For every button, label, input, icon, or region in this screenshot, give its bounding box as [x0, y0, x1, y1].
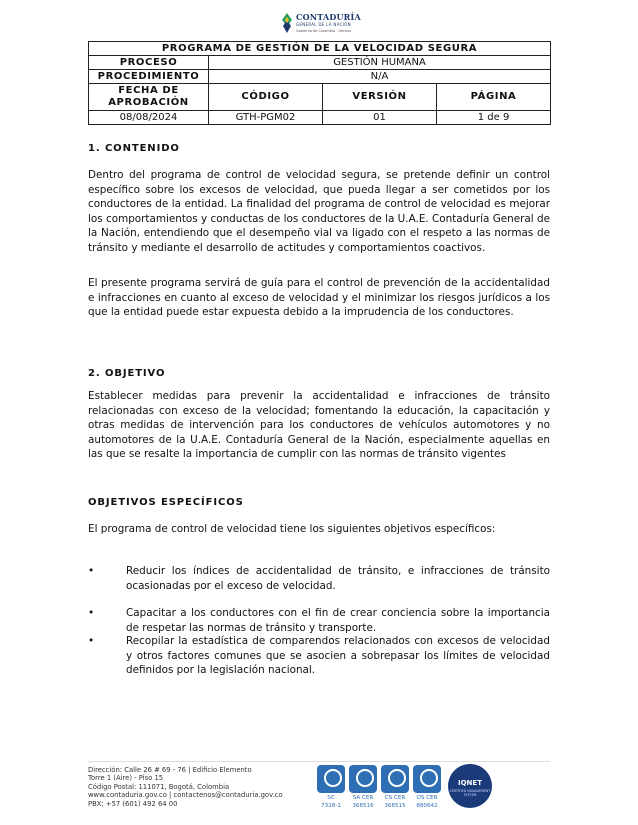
version-label: VERSIÓN [323, 84, 437, 111]
icontec-icon [349, 765, 377, 793]
logo-name: CONTADURÍA [296, 12, 361, 22]
logo-subtitle: GENERAL DE LA NACIÓN [296, 22, 351, 27]
icontec-icon [381, 765, 409, 793]
section-heading-contenido: 1. CONTENIDO [88, 143, 180, 154]
icontec-cert-badge: SA CER 368516 [349, 765, 377, 813]
document-title: PROGRAMA DE GESTIÓN DE LA VELOCIDAD SEGURA [89, 42, 551, 56]
icontec-icon [317, 765, 345, 793]
list-item: • Reducir los índices de accidentalidad de tránsito, e infracciones de tránsito ocasionadas por el exceso de velocidad. [88, 565, 550, 592]
proceso-label: PROCESO [89, 56, 209, 70]
objetivos-especificos-heading: OBJETIVOS ESPECÍFICOS [88, 497, 244, 508]
list-item: • Recopilar la estadística de comparendos relacionados con excesos de velocidad y otros factores comunes que se asocien a sobrepasar los límites de velocidad definidos por la legislación nacional. [88, 635, 550, 676]
pagina-value: 1 de 9 [437, 111, 551, 125]
procedimiento-value: N/A [209, 70, 551, 84]
contenido-paragraph-2: El presente programa servirá de guía para el control de prevención de la accidentalidad e infracciones en cuanto al exceso de velocidad y el minimizar los riesgos jurídicos a los que la entidad puede estar expuesta debido a la imprudencia de los conductores. [88, 277, 550, 318]
procedimiento-label: PROCEDIMIENTO [89, 70, 209, 84]
logo-tagline: Gobierno de Colombia · Hechos [296, 29, 352, 33]
contaduria-logo [280, 10, 370, 38]
footer-address: Dirección: Calle 26 # 69 - 76 | Edificio Elemento Torre 1 (Aire) - Piso 15 Código Postal: 111071, Bogotá, Colombia www.contaduria.gov.co | contactenos@contaduria.gov.co PBX: +57 (601) 492 64 00 [88, 766, 283, 808]
objetivos-intro: El programa de control de velocidad tiene los siguientes objetivos específicos: [88, 523, 496, 535]
codigo-value: GTH-PGM02 [209, 111, 323, 125]
bullet-icon: • [88, 565, 95, 577]
pagina-label: PÁGINA [437, 84, 551, 111]
fecha-value: 08/08/2024 [89, 111, 209, 125]
icontec-icon [413, 765, 441, 793]
document-header-table [88, 41, 551, 125]
bullet-icon: • [88, 607, 95, 619]
footer-divider [88, 761, 550, 762]
iqnet-seal: IQNET CERTIFIED MANAGEMENT SYSTEM [448, 764, 492, 808]
objetivo-paragraph: Establecer medidas para prevenir la accidentalidad e infracciones de tránsito relacionadas con exceso de la velocidad; fomentando la educación, la capacitación y otras medidas de intervención para los conductores de vehículos automotores y no automotores de la U.A.E. Contaduría General de la Nación, especialmente aquellas en las que se resalte la importancia de cumplir con las normas de tránsito vigentes [88, 390, 550, 460]
section-heading-objetivo: 2. OBJETIVO [88, 368, 166, 379]
list-item: • Capacitar a los conductores con el fin de crear conciencia sobre la importancia de respetar las normas de tránsito y transporte. [88, 607, 550, 634]
fecha-label: FECHA DE APROBACIÓN [89, 84, 209, 111]
logo-emblem-icon [280, 12, 294, 34]
bullet-icon: • [88, 635, 95, 647]
codigo-label: CÓDIGO [209, 84, 323, 111]
icontec-cert-badge: SC 7328-1 [317, 765, 345, 813]
contenido-paragraph-1: Dentro del programa de control de velocidad segura, se pretende definir un control específico sobre los excesos de velocidad, que pueda llegar a ser cometidos por los conductores de la entidad. La finalidad del programa de control de velocidad es mejorar los comportamientos y conductas de los conductores de la U.A.E. Contaduría General de la Nación, entendiendo que el desempeño vial va ligado con el respeto a las normas de tránsito y mediante el desarrollo de actitudes y comportamientos coactivos. [88, 169, 550, 254]
proceso-value: GESTIÓN HUMANA [209, 56, 551, 70]
icontec-cert-badge: CS CER 368515 [381, 765, 409, 813]
version-value: 01 [323, 111, 437, 125]
icontec-cert-badge: OS CER 880642 [413, 765, 441, 813]
